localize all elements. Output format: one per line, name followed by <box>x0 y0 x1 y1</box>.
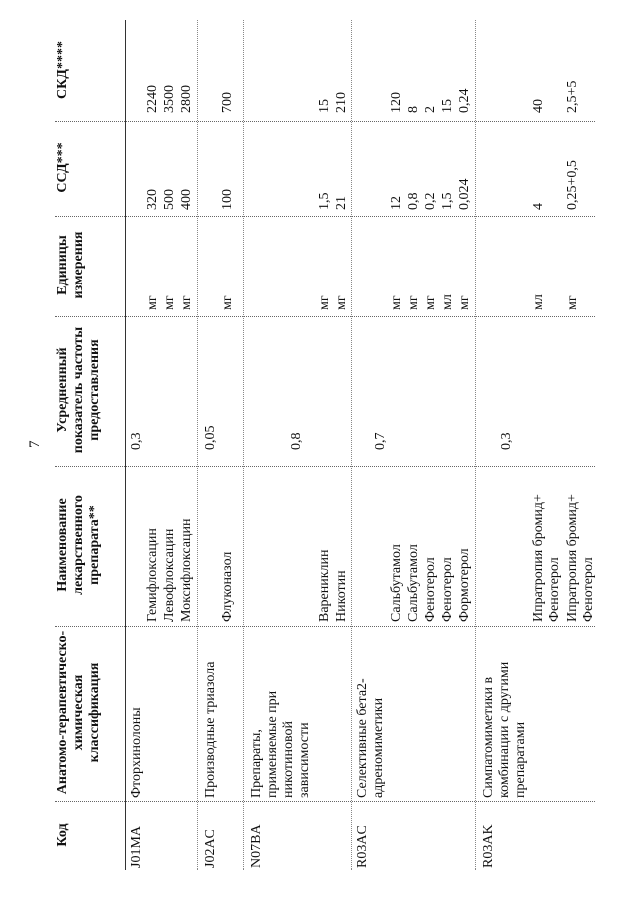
drug-cell: Флуконазол <box>220 551 235 622</box>
unit-cell: мг <box>145 295 160 310</box>
col-sep <box>55 216 595 217</box>
code-cell: J01MA <box>129 825 144 868</box>
skd-cell: 0,24 <box>457 88 472 113</box>
unit-cell: мг <box>389 295 404 310</box>
header-atc: Анатомо-терапевтическо-химическая классификация <box>55 630 102 795</box>
drug-cell: Ипратропия бромид+ Фенотерол <box>565 494 596 622</box>
drug-cell: Левофлоксацин <box>162 528 177 622</box>
unit-cell: мг <box>406 295 421 310</box>
skd-cell: 15 <box>317 99 332 113</box>
drug-cell: Ипратропия бромид+ Фенотерол <box>531 494 562 622</box>
row-sep <box>197 20 198 870</box>
ssd-cell: 400 <box>179 189 194 210</box>
freq-cell: 0,7 <box>373 432 388 450</box>
header-skd: СКД**** <box>55 41 70 99</box>
skd-cell: 2 <box>423 106 438 113</box>
skd-cell: 8 <box>406 106 421 113</box>
unit-cell: мг <box>565 295 580 310</box>
unit-cell: мг <box>162 295 177 310</box>
header-freq: Усредненный показатель частоты предоставления <box>55 326 102 454</box>
atc-cell: Симпатомиметики в комбинации с другими препаратами <box>481 661 528 798</box>
code-cell: R03AK <box>481 824 496 868</box>
ssd-cell: 1,5 <box>317 192 332 210</box>
drug-cell: Фенотерол <box>423 557 438 622</box>
freq-cell: 0,3 <box>499 432 514 450</box>
unit-cell: мл <box>440 294 455 310</box>
drug-cell: Моксифлоксацин <box>179 518 194 622</box>
ssd-cell: 4 <box>531 203 546 210</box>
freq-cell: 0,3 <box>129 432 144 450</box>
header-code: Код <box>55 823 70 847</box>
header-unit: Единицы измерения <box>55 231 86 299</box>
drug-cell: Варениклин <box>317 549 332 622</box>
atc-cell: Фторхинолоны <box>129 707 144 798</box>
ssd-cell: 21 <box>334 196 349 210</box>
ssd-cell: 0,2 <box>423 192 438 210</box>
freq-cell: 0,05 <box>203 425 218 450</box>
atc-cell: Селективные бета2-адреномиметики <box>355 678 386 798</box>
ssd-cell: 320 <box>145 189 160 210</box>
row-sep <box>351 20 352 870</box>
header-rule <box>125 20 126 870</box>
rotated-table <box>55 20 595 870</box>
unit-cell: мг <box>317 295 332 310</box>
skd-cell: 2,5+5 <box>565 80 580 113</box>
col-sep <box>55 121 595 122</box>
col-sep <box>55 316 595 317</box>
unit-cell: мг <box>334 295 349 310</box>
row-sep <box>243 20 244 870</box>
header-ssd: ССД*** <box>55 142 70 193</box>
ssd-cell: 12 <box>389 196 404 210</box>
code-cell: R03AC <box>355 825 370 868</box>
skd-cell: 700 <box>220 92 235 113</box>
code-cell: J02AC <box>203 829 218 868</box>
skd-cell: 2240 <box>145 85 160 113</box>
skd-cell: 210 <box>334 92 349 113</box>
ssd-cell: 500 <box>162 189 177 210</box>
skd-cell: 2800 <box>179 85 194 113</box>
page-number: 7 <box>27 440 43 448</box>
skd-cell: 3500 <box>162 85 177 113</box>
skd-cell: 15 <box>440 99 455 113</box>
skd-cell: 120 <box>389 92 404 113</box>
unit-cell: мг <box>457 295 472 310</box>
freq-cell: 0,8 <box>289 432 304 450</box>
atc-cell: Препараты, применяемые при никотиновой зависимости <box>249 690 312 798</box>
drug-cell: Гемифлоксацин <box>145 528 160 622</box>
ssd-cell: 0,8 <box>406 192 421 210</box>
ssd-cell: 0,25+0,5 <box>565 160 580 210</box>
col-sep <box>55 801 595 802</box>
unit-cell: мг <box>423 295 438 310</box>
drug-cell: Формотерол <box>457 548 472 622</box>
unit-cell: мл <box>531 294 546 310</box>
row-sep <box>475 20 476 870</box>
atc-cell: Производные триазола <box>203 661 218 798</box>
header-drug: Наименование лекарственного препарата** <box>55 495 102 595</box>
ssd-cell: 100 <box>220 189 235 210</box>
col-sep <box>55 466 595 467</box>
skd-cell: 40 <box>531 99 546 113</box>
code-cell: N07BA <box>249 824 264 868</box>
drug-cell: Фенотерол <box>440 557 455 622</box>
drug-cell: Сальбутамол <box>389 544 404 622</box>
drug-cell: Сальбутамол <box>406 544 421 622</box>
drug-cell: Никотин <box>334 570 349 622</box>
col-sep <box>55 626 595 627</box>
unit-cell: мг <box>179 295 194 310</box>
unit-cell: мг <box>220 295 235 310</box>
ssd-cell: 0,024 <box>457 178 472 210</box>
ssd-cell: 1,5 <box>440 192 455 210</box>
